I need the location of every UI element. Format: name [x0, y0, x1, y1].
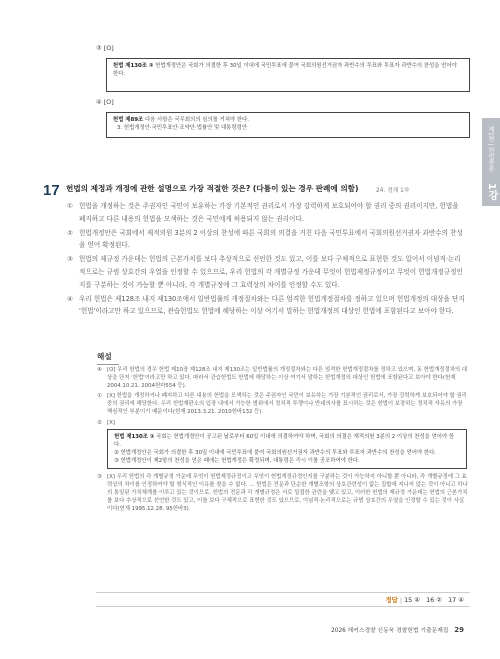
- choice-text: 헌법을 개정하는 것은 주권자인 국민이 보유하는 가장 기본적인 권리로서 가장 강력하게 보호되어야 할 권리 중의 권리이지만, 헌법을 폐지하고 다른 내용의 헌법을 모색하는 것은 국민에게 허용되지 않는 권리이다.: [79, 202, 459, 223]
- question-source: 24. 경채 1차: [376, 188, 410, 194]
- chapter-number: 1강: [486, 183, 497, 200]
- law-quote-line: 국회는 헌법개정안이 공고된 날로부터 60일 이내에 의결하여야 하며, 국회의 의결은 재적의원 3분의 2 이상의 찬성을 얻어야 한다.: [114, 433, 455, 448]
- choice-marker: ④: [67, 294, 73, 303]
- law-quote-line: ③ 헌법개정안이 제2항의 찬성을 얻은 때에는 헌법개정은 확정되며, 대통령은 즉시 이를 공포하여야 한다.: [114, 457, 360, 464]
- option-3-result: ③ [O]: [96, 44, 114, 52]
- law-quote-text: 헌법개정안은 국회가 의결한 후 30일 이내에 국민투표에 붙여 국회의원선거권자 과반수의 투표와 투표자 과반수의 찬성을 얻어야 한다.: [113, 63, 457, 77]
- chapter-label: 제1편 | 헌법총론: [487, 126, 494, 172]
- choice-item: [67, 200, 467, 226]
- explanation-marker: ④: [97, 367, 102, 373]
- option-4-result: ④ [O]: [96, 98, 114, 106]
- explanation-item: [97, 473, 469, 513]
- answer-key: 정답 | 15 ④ 16 ② 17 ④: [385, 596, 464, 604]
- law-quote-box: [106, 58, 470, 92]
- explanation-item: [97, 392, 469, 416]
- answer-item: 17 ④: [448, 596, 464, 604]
- explanation-marker: ①: [97, 393, 102, 400]
- explanation-marker: ③: [97, 473, 102, 480]
- choice-text: 우리 헌법은 제128조 내지 제130조에서 일반법률의 개정절차와는 다른 엄격한 헌법개정절차를 정하고 있으며 헌법개정의 대상을 단지 '헌법'이라고만 하고 있으므로, 관습헌법도 헌법에 해당하는 이상 여기서 말하는 헌법개정의 대상인 헌법에 포함된다고 보아야 한다.: [79, 294, 465, 316]
- law-quote-line: 다음 사항은 국무회의의 심의를 거쳐야 한다.: [144, 117, 249, 123]
- choice-item: [67, 227, 467, 253]
- choice-marker: ①: [67, 202, 73, 210]
- explanation-law-box: [107, 429, 467, 469]
- choice-text: 헌법개정안은 국회에서 재적의원 3분의 2 이상의 찬성에 따른 국회의 의결을 거친 다음 국민투표에서 국회의원선거권자 과반수의 찬성을 얻어 확정된다.: [79, 228, 463, 250]
- choice-text: 헌법의 제규정 가운데는 헌법의 근본가치를 보다 추상적으로 선언한 것도 있고, 이를 보다 구체적으로 표현한 것도 있어서 이념적·논리적으로는 규범 상호간의 우열을 인정할 수 있으므로, 우리 헌법의 각 개별규정 가운데 무엇이 헌법제정규정이고 무엇이 헌법개정규정인지를 구분하는 것이 가능할 뿐 아니라, 각 개별규정에 그 효력상의 차이를 인정할 수도 있다.: [79, 255, 463, 289]
- page-number: 29: [454, 626, 464, 634]
- question-text: 헌법의 제정과 개정에 관한 설명으로 가장 적절한 것은? (다툼이 있는 경우 판례에 의함): [66, 184, 359, 193]
- law-quote-line: ② 헌법개정안은 국회가 의결한 후 30일 이내에 국민투표에 붙여 국회의원선거권자 과반수의 투표와 투표자 과반수의 찬성을 얻어야 한다.: [114, 449, 437, 456]
- explanation-text: [X]: [107, 419, 115, 426]
- law-quote-lead: 헌법 제130조 ①: [114, 433, 155, 440]
- choice-item: [67, 253, 467, 291]
- explanation-item: [97, 366, 469, 390]
- explanation-list: [97, 366, 469, 515]
- explanation-text: [X] 우리 헌법의 각 개별규정 가운데 무엇이 헌법제정규정이고 무엇이 헌법개정규정인지를 구분하는 것이 가능하지 아니할 뿐 아니라, 각 개별규정에 그 효력상의 차이를 인정하여야 할 형식적인 이유를 찾을 수 없다. … 헌법은 전문과 단순한 개별조항의 상호관련성이 없는 집합에 지나지 않는 것이 아니고 하나의 통일된 가치체계를 이루고 있는 것이므로, 헌법의 전문과 각 개별규정은 서로 밀접한 관련을 맺고 있고, 이러한 헌법의 제규정 가운데는 헌법의 근본가치를 보다 추상적으로 선언한 것도 있고, 이를 보다 구체적으로 표현한 것도 있으므로, 이념적·논리적으로는 규범 상호간의 우열을 인정할 수 있는 것이 사실이다(헌재 1995.12.28. 95헌바3).: [107, 473, 468, 513]
- choice-item: [67, 293, 467, 319]
- choice-marker: ②: [67, 228, 73, 237]
- explanation-text: [X] 헌법을 개정하거나 폐지하고 다른 내용의 헌법을 모색하는 것은 주권자인 국민이 보유하는 가장 기본적인 권리로서, 가장 강력하게 보호되어야 할 권리 중의 권리에 해당한다. 우리 헌법재판소의 입장 내에서 가능한 범위에서 정치적 투쟁이나 반대의사를 표시하는 것은 헌법이 보장하는 정치적 자유의 가장 핵심적인 부분이기 때문이다(헌재 2013.3.21. 2010헌바132 등).: [107, 393, 467, 416]
- answer-bar: [96, 592, 470, 607]
- law-quote-line: 3. 헌법개정안·국민투표안·조약안·법률안 및 대통령령안: [117, 125, 247, 131]
- explanation-title: 해설: [97, 351, 119, 365]
- law-quote-lead: 헌법 제130조 ②: [113, 63, 154, 69]
- page-footer: [331, 625, 464, 634]
- footer-title: 2026 해커스경찰 신동욱 경찰헌법 기출문제집: [331, 628, 449, 634]
- explanation-text: [O] 우리 헌법의 경우 헌법 제10장 제128조 내지 제130조는 일반법률의 개정절차와는 다른 엄격한 헌법개정절차를 정하고 있으며, 동 헌법개정절차의 대상을 단지 '헌법'이라고만 하고 있다. 따라서 관습헌법도 헌법에 해당하는 이상 여기서 말하는 헌법개정의 대상인 헌법에 포함된다고 보아야 한다(헌재 2004.10.21. 2004헌마554 등).: [107, 367, 468, 390]
- answer-item: 15 ④: [404, 596, 420, 604]
- explanation-item: [97, 419, 469, 427]
- choice-list: [67, 200, 467, 319]
- question-number: 17: [43, 182, 60, 199]
- chapter-side-tab: [482, 118, 500, 206]
- choice-marker: ③: [67, 255, 73, 264]
- law-quote-box-2: [106, 112, 470, 138]
- answer-item: 16 ②: [426, 596, 442, 604]
- answer-label: 정답: [385, 596, 398, 604]
- explanation-marker: ②: [97, 419, 102, 426]
- law-quote-lead: 헌법 제89조: [113, 117, 144, 123]
